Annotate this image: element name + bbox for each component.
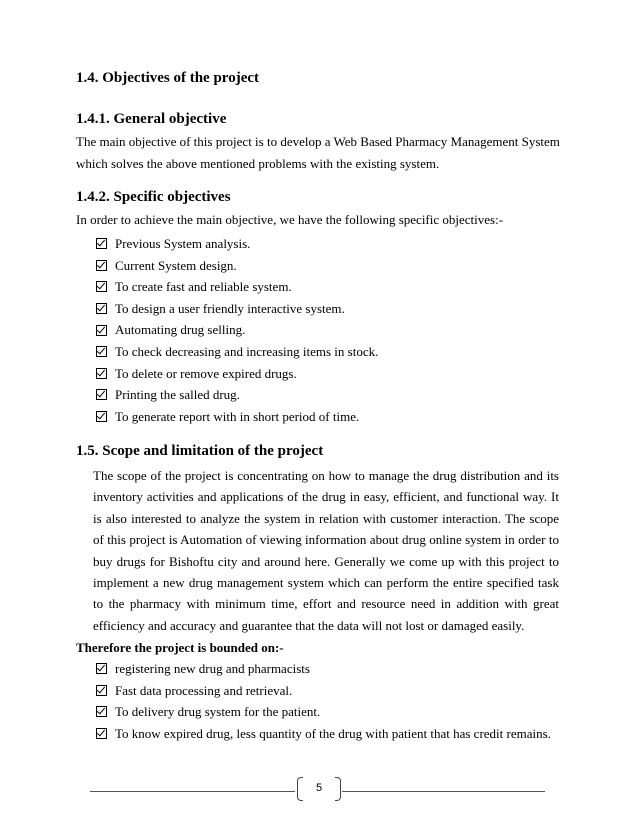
- list-item: To create fast and reliable system.: [96, 276, 378, 298]
- list-item: To design a user friendly interactive system.: [96, 298, 378, 320]
- checkbox-checked-icon: [96, 389, 107, 400]
- heading-general-objective: 1.4.1. General objective: [76, 111, 227, 127]
- footer-bracket-right: [335, 777, 341, 801]
- list-item: To know expired drug, less quantity of the drug with patient that has credit remains.: [96, 723, 551, 745]
- list-item: Previous System analysis.: [96, 233, 378, 255]
- heading-scope-limitation: 1.5. Scope and limitation of the project: [76, 443, 324, 459]
- scope-paragraph: The scope of the project is concentrating on how to manage the drug distribution and its inventory activities and applications of the drug in easy, efficient, and functional way. It is also interested to analyze the system in relation with customer interaction. The scope of this project is Automation of viewing information about drug online system in order to buy drugs for Bishoftu city and around here. Generally we come up with this project to implement a new drug management system which can perform the entire specified task to the pharmacy with minimum time, effort and resource need in addition with great efficiency and accuracy and guarantee that the data will not lost or damaged easily.: [93, 468, 559, 633]
- checkbox-checked-icon: [96, 685, 107, 696]
- list-item: Fast data processing and retrieval.: [96, 680, 551, 702]
- list-item: To delete or remove expired drugs.: [96, 363, 378, 385]
- checkbox-checked-icon: [96, 728, 107, 739]
- heading-specific-objectives: 1.4.2. Specific objectives: [76, 189, 231, 205]
- heading-objectives: 1.4. Objectives of the project: [76, 70, 260, 86]
- checkbox-checked-icon: [96, 663, 107, 674]
- bounded-on-label: Therefore the project is bounded on:-: [76, 640, 284, 655]
- list-item: Printing the salled drug.: [96, 384, 378, 406]
- list-item: Current System design.: [96, 255, 378, 277]
- checkbox-checked-icon: [96, 706, 107, 717]
- bounded-on-list: [96, 658, 551, 744]
- list-item: To delivery drug system for the patient.: [96, 701, 551, 723]
- specific-objectives-intro: In order to achieve the main objective, we have the following specific objectives:-: [76, 212, 504, 227]
- checkbox-checked-icon: [96, 303, 107, 314]
- footer-bracket-left: [297, 777, 303, 801]
- checkbox-checked-icon: [96, 368, 107, 379]
- page-number: 5: [315, 782, 323, 794]
- general-objective-line-1: The main objective of this project is to develop a Web Based Pharmacy Management System: [76, 134, 560, 149]
- footer-rule-left: [90, 791, 295, 792]
- checkbox-checked-icon: [96, 411, 107, 422]
- specific-objectives-list: [96, 233, 378, 427]
- checkbox-checked-icon: [96, 260, 107, 271]
- checkbox-checked-icon: [96, 238, 107, 249]
- checkbox-checked-icon: [96, 281, 107, 292]
- general-objective-line-2: which solves the above mentioned problems with the existing system.: [76, 156, 440, 171]
- list-item: To check decreasing and increasing items in stock.: [96, 341, 378, 363]
- list-item: registering new drug and pharmacists: [96, 658, 551, 680]
- footer-rule-right: [342, 791, 545, 792]
- list-item: Automating drug selling.: [96, 319, 378, 341]
- list-item: To generate report with in short period of time.: [96, 406, 378, 428]
- checkbox-checked-icon: [96, 346, 107, 357]
- checkbox-checked-icon: [96, 325, 107, 336]
